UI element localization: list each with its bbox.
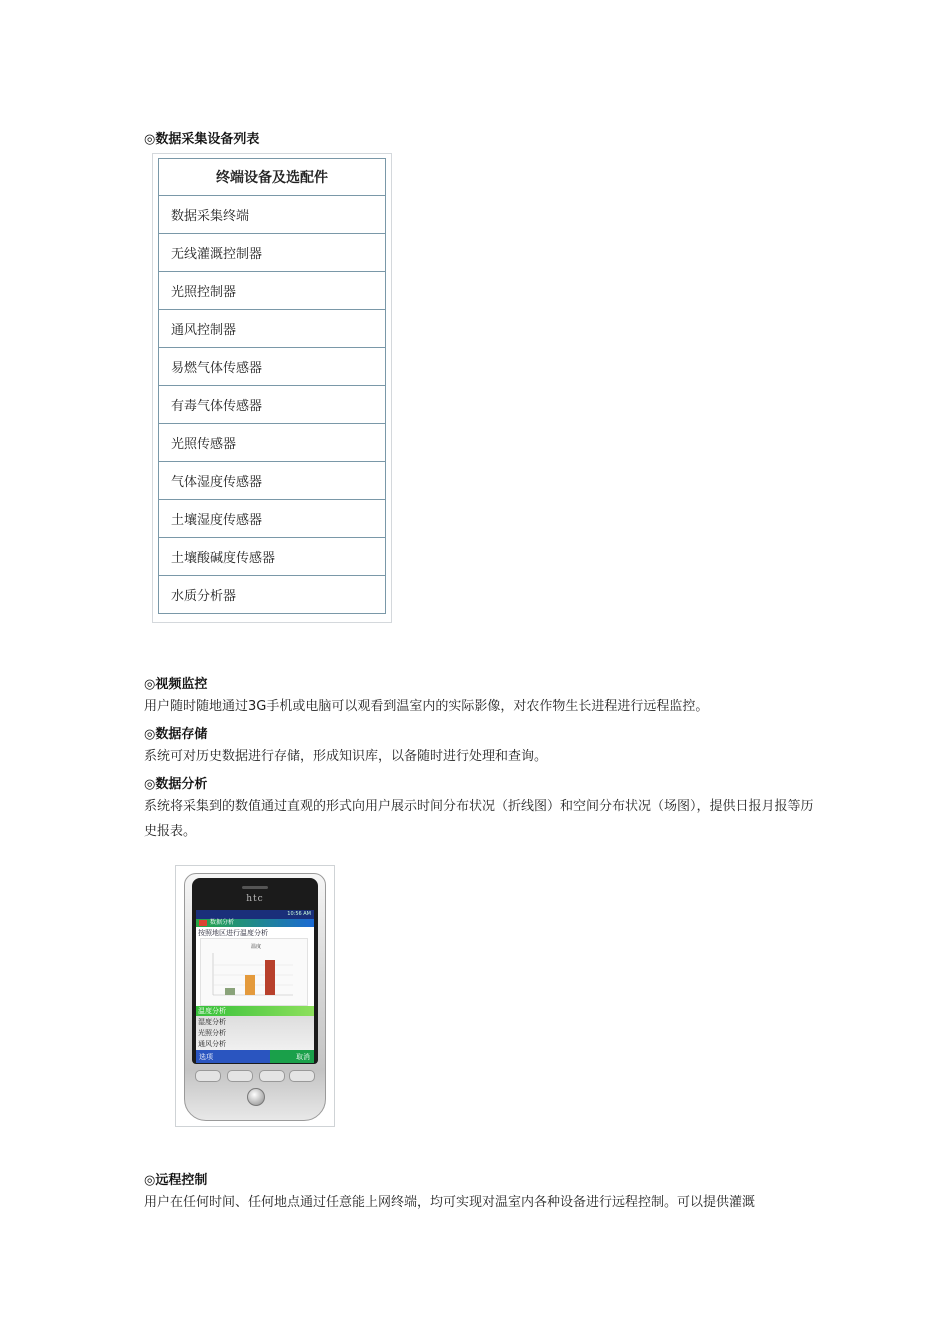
table-row xyxy=(159,234,386,272)
section-heading-video: ◎视频监控 xyxy=(144,677,208,692)
bar-chart-thumbnail xyxy=(200,938,308,1006)
softkey-bar xyxy=(196,1050,314,1063)
table-row xyxy=(159,538,386,576)
table-row xyxy=(159,348,386,386)
paragraph-analysis: 系统将采集到的数值通过直观的形式向用户展示时间分布状况（折线图）和空间分布状况（场图），提供日报月报等历史报表。 xyxy=(144,799,814,839)
table-cell: 水质分析器 xyxy=(159,576,386,614)
chart-bar xyxy=(265,960,275,995)
menu-item-light[interactable]: 光照分析 xyxy=(198,1029,226,1037)
table-cell: 光照控制器 xyxy=(159,272,386,310)
table-row xyxy=(159,576,386,614)
section-heading-analysis: ◎数据分析 xyxy=(144,777,208,792)
section-heading-storage: ◎数据存储 xyxy=(144,727,208,742)
table-cell: 通风控制器 xyxy=(159,310,386,348)
table-cell: 气体湿度传感器 xyxy=(159,462,386,500)
table-row xyxy=(159,500,386,538)
screen-subtitle: 按照地区进行温度分析 xyxy=(198,929,268,937)
table-cell: 无线灌溉控制器 xyxy=(159,234,386,272)
menu-item-ventilation[interactable]: 通风分析 xyxy=(198,1040,226,1048)
app-title-bar xyxy=(196,919,314,927)
table-cell: 易燃气体传感器 xyxy=(159,348,386,386)
table-cell: 数据采集终端 xyxy=(159,196,386,234)
table-header: 终端设备及选配件 xyxy=(159,159,386,196)
speaker-icon xyxy=(242,886,268,889)
table-cell: 土壤酸碱度传感器 xyxy=(159,538,386,576)
paragraph-storage: 系统可对历史数据进行存储，形成知识库，以备随时进行处理和查询。 xyxy=(144,749,548,764)
softkey-cancel[interactable]: 取消 xyxy=(296,1053,310,1061)
status-time: 10:56 AM xyxy=(287,911,311,917)
app-icon xyxy=(199,920,207,926)
phone-front xyxy=(192,878,318,1064)
table-row xyxy=(159,386,386,424)
table-row xyxy=(159,196,386,234)
table-row xyxy=(159,424,386,462)
search-key-icon xyxy=(289,1070,315,1082)
paragraph-video: 用户随时随地通过3G手机或电脑可以观看到温室内的实际影像，对农作物生长进程进行远程监控。 xyxy=(144,699,709,714)
status-bar xyxy=(196,910,314,919)
chart-bar xyxy=(225,988,235,995)
softkey-cancel-area xyxy=(270,1050,314,1063)
back-key-icon xyxy=(259,1070,285,1082)
bar-chart-svg xyxy=(201,939,307,1005)
device-table xyxy=(158,158,386,614)
phone-image xyxy=(184,873,326,1121)
table-row xyxy=(159,310,386,348)
trackball-icon xyxy=(247,1088,265,1106)
app-title: 数据分析 xyxy=(210,919,235,926)
paragraph-remote: 用户在任何时间、任何地点通过任意能上网终端，均可实现对温室内各种设备进行远程控制。可以提供灌溉 xyxy=(144,1195,756,1210)
section-heading-data-collection: ◎数据采集设备列表 xyxy=(144,132,260,147)
chart-title: 温度 xyxy=(251,944,262,950)
table-row xyxy=(159,462,386,500)
section-heading-remote: ◎远程控制 xyxy=(144,1173,208,1188)
phone-brand: htc xyxy=(246,894,264,904)
table-cell: 土壤湿度传感器 xyxy=(159,500,386,538)
menu-item-temperature[interactable]: 温度分析 xyxy=(196,1006,314,1016)
hardware-keys xyxy=(193,1070,317,1082)
menu-key-icon xyxy=(227,1070,253,1082)
phone-screen xyxy=(196,910,314,1063)
chart-bar xyxy=(245,975,255,995)
home-key-icon xyxy=(195,1070,221,1082)
table-row xyxy=(159,272,386,310)
phone-menu xyxy=(196,1006,314,1050)
table-cell: 有毒气体传感器 xyxy=(159,386,386,424)
softkey-options[interactable]: 选项 xyxy=(199,1053,213,1061)
table-cell: 光照传感器 xyxy=(159,424,386,462)
menu-item-humidity[interactable]: 湿度分析 xyxy=(198,1018,226,1026)
